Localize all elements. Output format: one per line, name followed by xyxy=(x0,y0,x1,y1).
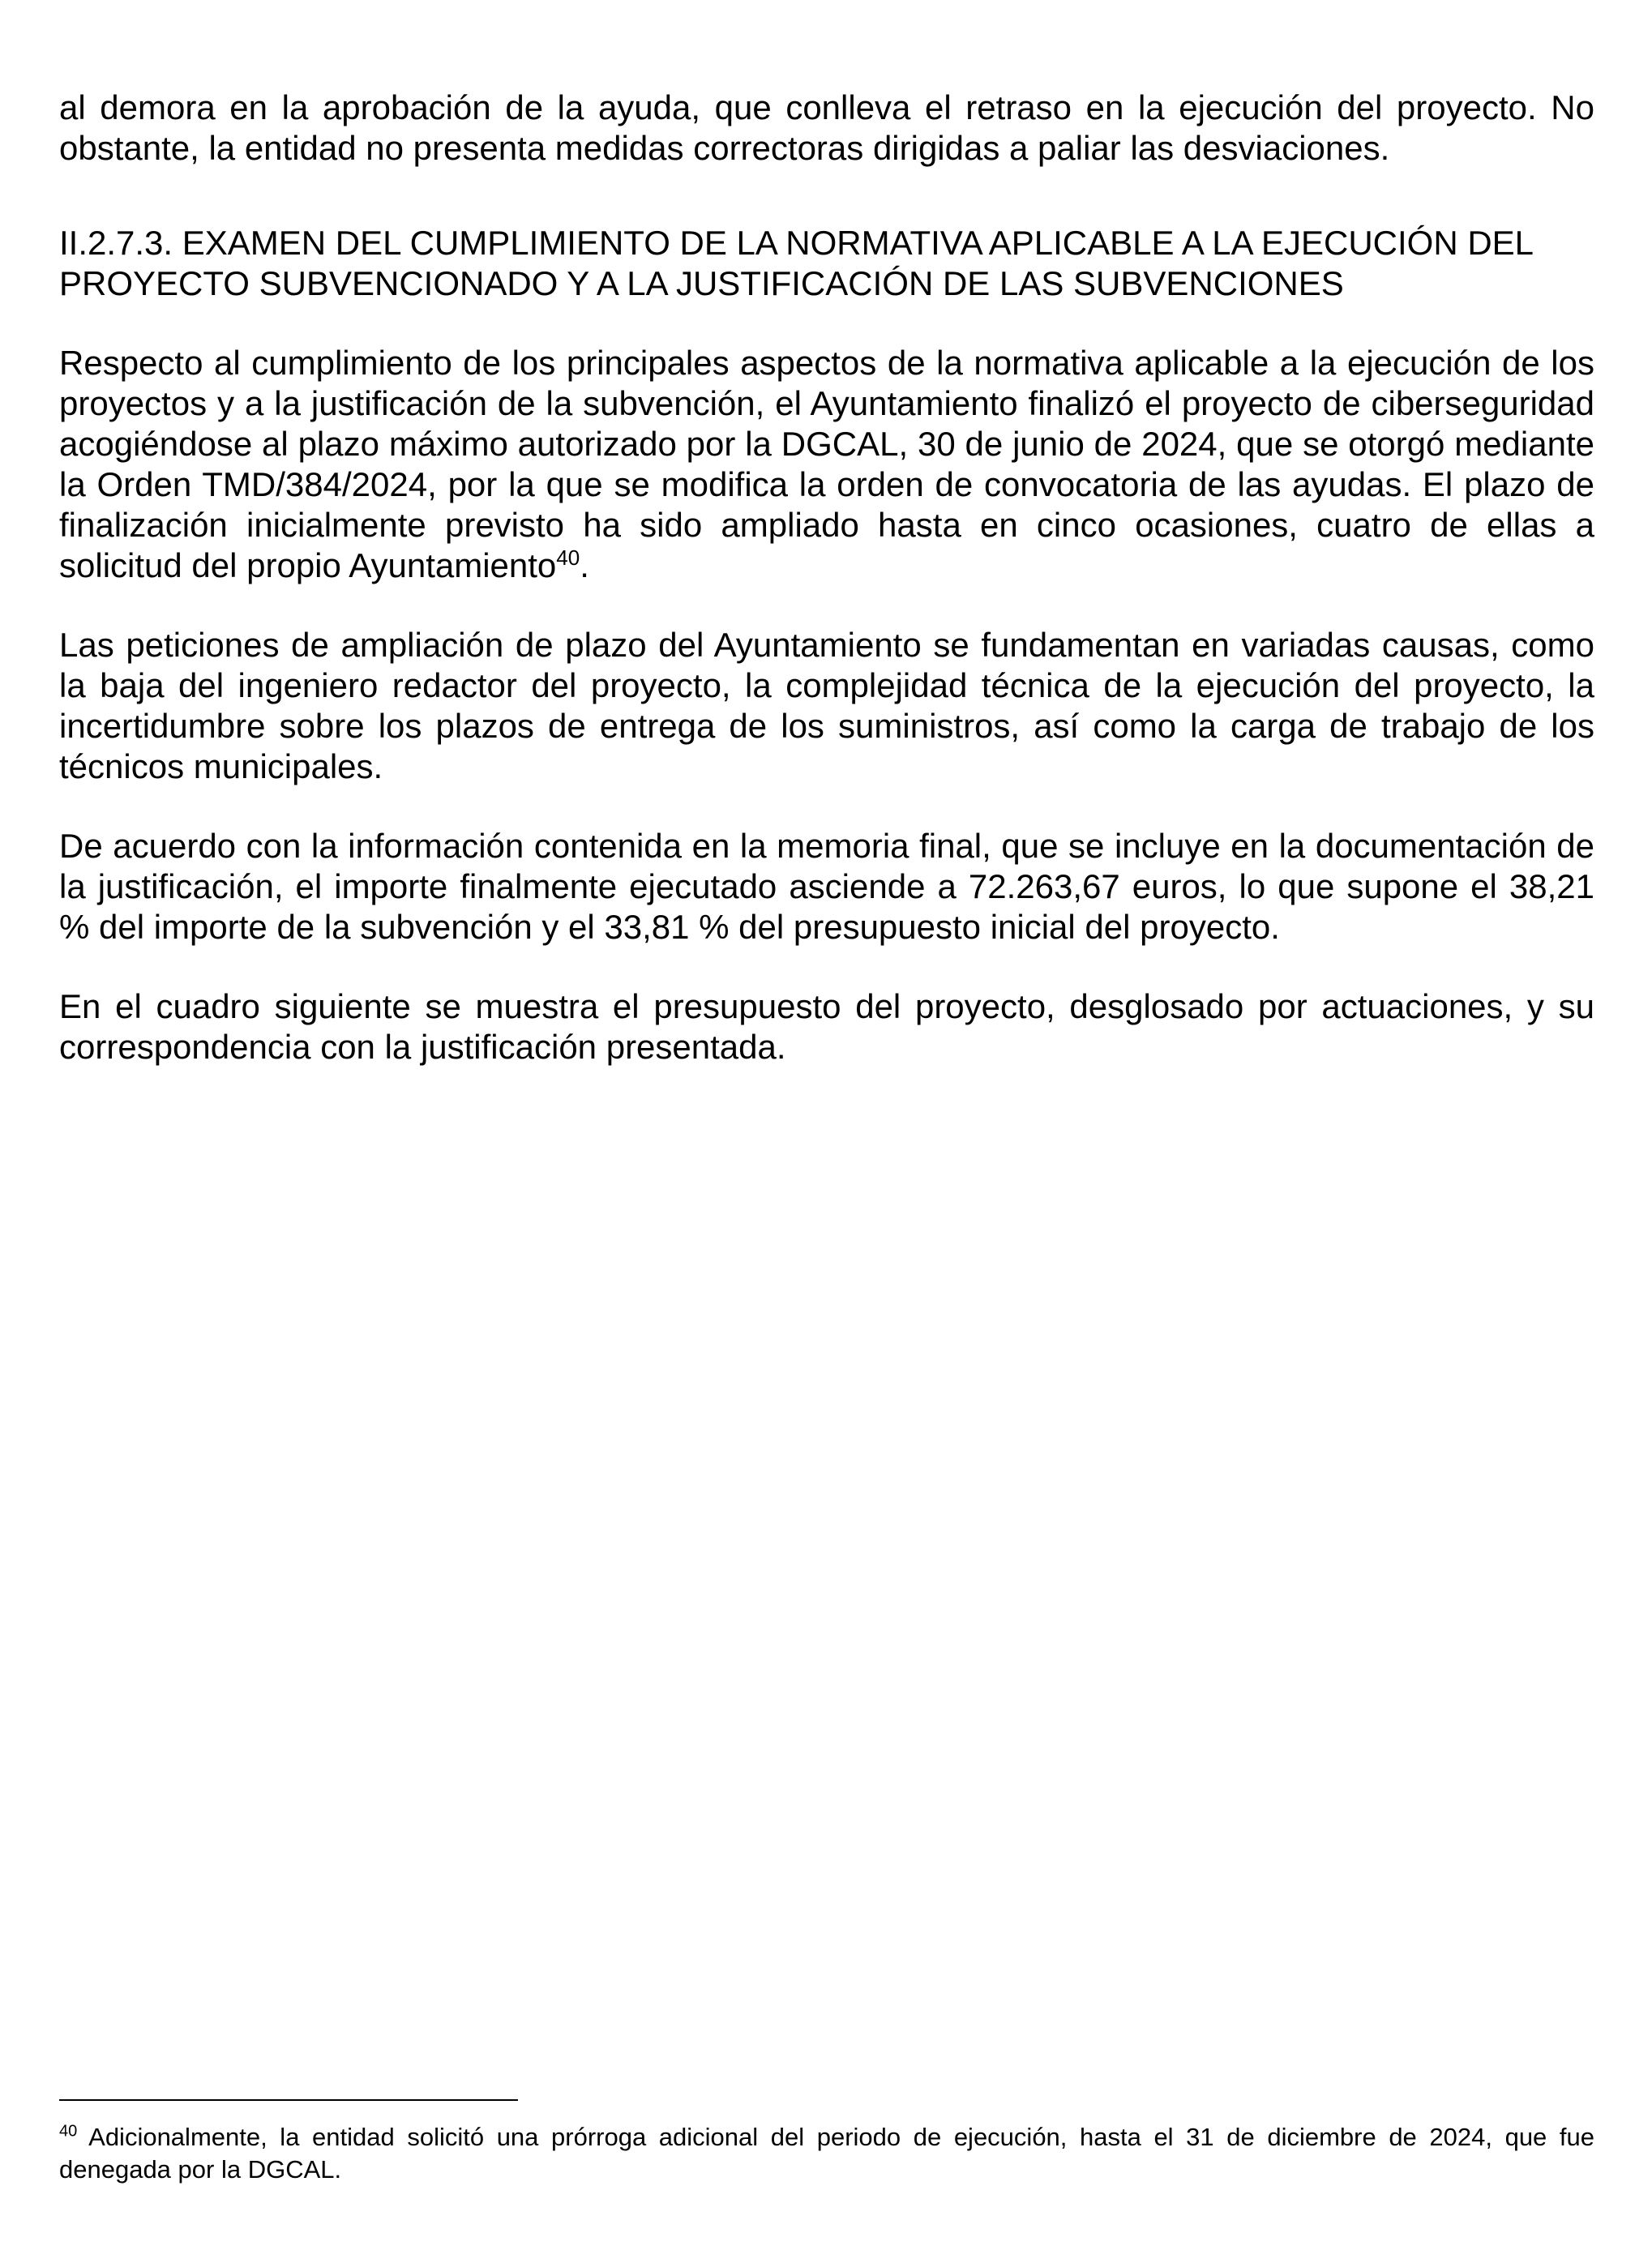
footnote-divider xyxy=(59,2099,518,2101)
paragraph-text: Respecto al cumplimiento de los principales aspectos de la normativa aplicable a la ejecución de los proyectos y a la justificación de la subvención, el Ayuntamiento finalizó el proyecto de ciberseguridad acogiéndose al plazo máximo autorizado por la DGCAL, 30 de junio de 2024, que se otorgó mediante la Orden TMD/384/2024, por la que se modifica la orden de convocatoria de las ayudas. El plazo de finalización inicialmente previsto ha sido ampliado hasta en cinco ocasiones, cuatro de ellas a solicitud del propio Ayuntamiento xyxy=(59,344,1594,584)
paragraph-table-intro: En el cuadro siguiente se muestra el presupuesto del proyecto, desglosado por actuaciones, y su correspondencia con la justificación presentada. xyxy=(59,987,1594,1066)
document-body xyxy=(59,88,1594,1106)
paragraph-continuation: al demora en la aprobación de la ayuda, que conlleva el retraso en la ejecución del proyecto. No obstante, la entidad no presenta medidas correctoras dirigidas a paliar las desviaciones. xyxy=(59,88,1594,167)
paragraph-executed-amount: De acuerdo con la información contenida en la memoria final, que se incluye en la documentación de la justificación, el importe finalmente ejecutado asciende a 72.263,67 euros, lo que supone el 38,21 % del importe de la subvención y el 33,81 % del presupuesto inicial del proyecto. xyxy=(59,827,1594,946)
footnote xyxy=(59,2121,1594,2186)
footnote-text: Adicionalmente, la entidad solicitó una prórroga adicional del periodo de ejecución, hasta el 31 de diciembre de 2024, que fue denegada por la DGCAL. xyxy=(59,2123,1594,2184)
paragraph-extension-reasons: Las peticiones de ampliación de plazo del Ayuntamiento se fundamentan en variadas causas, como la baja del ingeniero redactor del proyecto, la complejidad técnica de la ejecución del proyecto, la incertidumbre sobre los plazos de entrega de los suministros, así como la carga de trabajo de los técnicos municipales. xyxy=(59,626,1594,785)
section-heading: II.2.7.3. EXAMEN DEL CUMPLIMIENTO DE LA NORMATIVA APLICABLE A LA EJECUCIÓN DEL PROYECTO SUBVENCIONADO Y A LA JUSTIFICACIÓN DE LAS SUBVENCIONES xyxy=(59,224,1533,302)
paragraph-end: . xyxy=(580,546,589,584)
footnote-number: 40 xyxy=(59,2122,78,2141)
paragraph-compliance xyxy=(59,343,1594,586)
footnote-reference[interactable]: 40 xyxy=(556,545,580,570)
